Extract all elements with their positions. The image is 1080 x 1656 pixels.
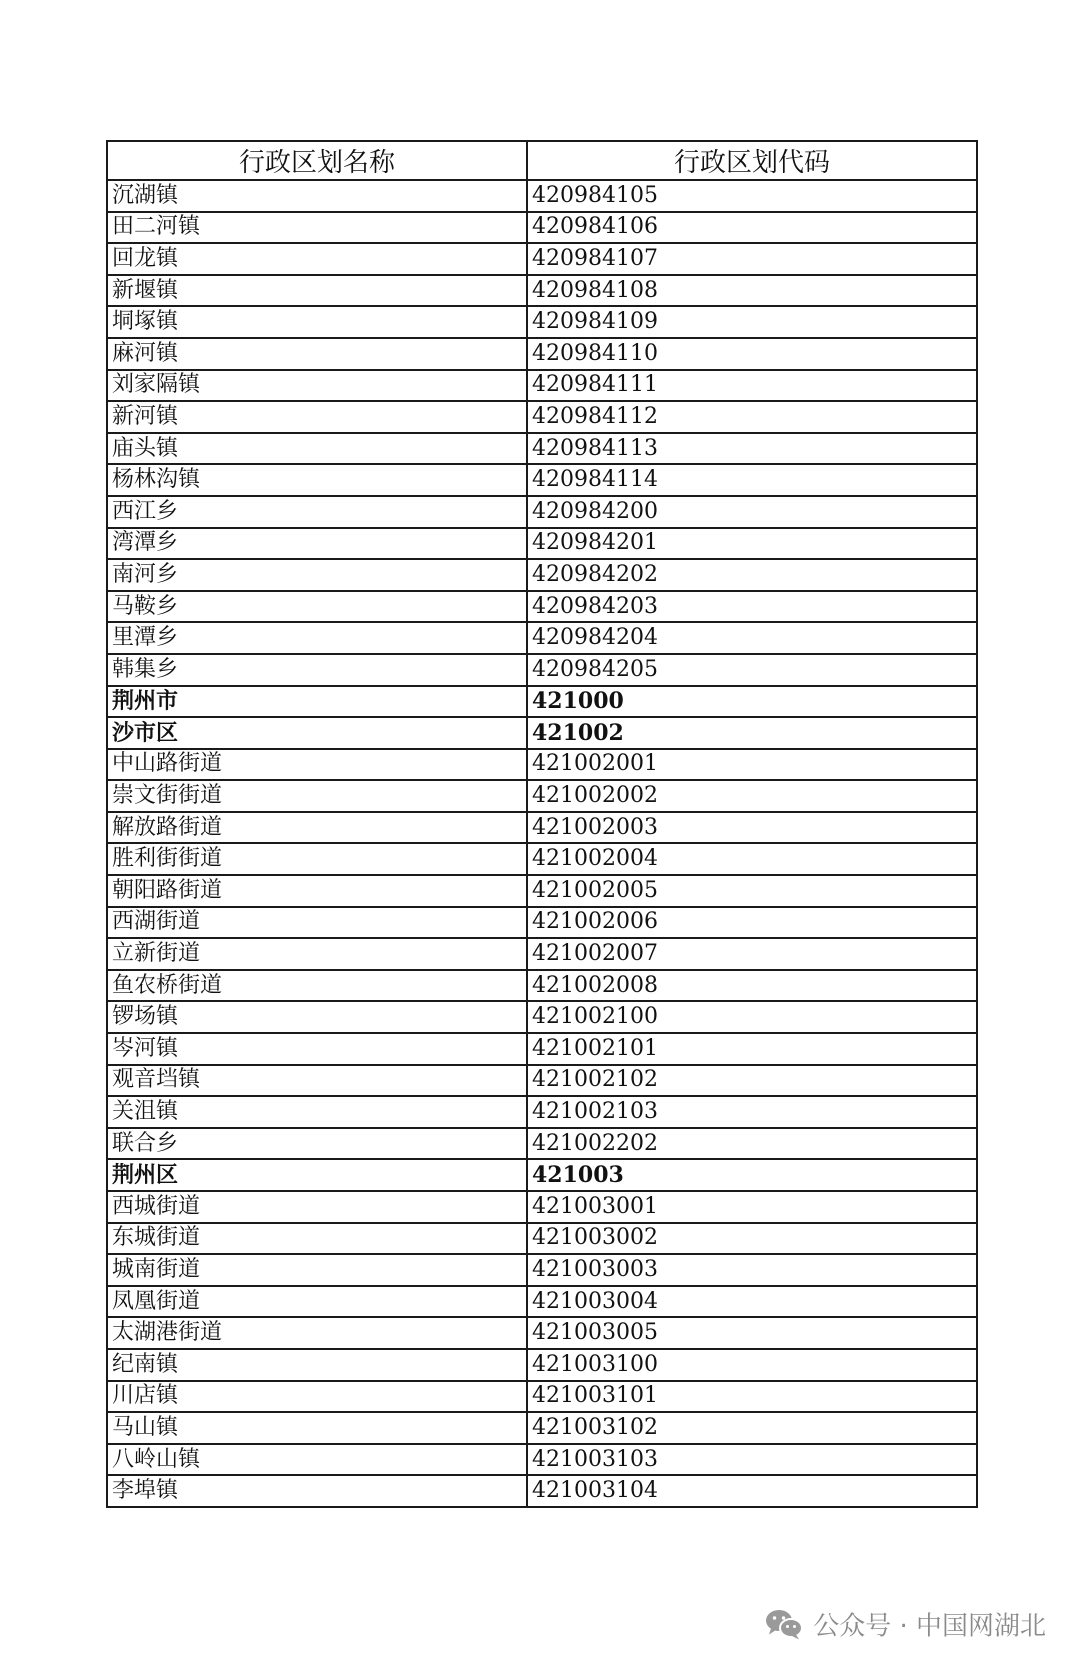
division-name-cell: 立新街道 xyxy=(107,938,527,970)
division-code-cell: 421003005 xyxy=(527,1317,977,1349)
division-code-cell: 421002004 xyxy=(527,843,977,875)
table-row xyxy=(107,1033,977,1065)
division-name-cell: 东城街道 xyxy=(107,1223,527,1255)
division-code-cell: 421000 xyxy=(527,686,977,718)
division-code-cell: 420984107 xyxy=(527,243,977,275)
division-name-cell: 里潭乡 xyxy=(107,622,527,654)
table-row xyxy=(107,1475,977,1507)
division-name-cell: 西城街道 xyxy=(107,1191,527,1223)
division-code-cell: 420984202 xyxy=(527,559,977,591)
division-name-cell: 中山路街道 xyxy=(107,749,527,781)
division-code-cell: 421003002 xyxy=(527,1223,977,1255)
table-row xyxy=(107,1128,977,1160)
division-code-cell: 420984200 xyxy=(527,496,977,528)
division-code-cell: 420984205 xyxy=(527,654,977,686)
division-code-cell: 421002101 xyxy=(527,1033,977,1065)
table-row xyxy=(107,622,977,654)
table-row xyxy=(107,907,977,939)
watermark-text: 公众号 · 中国网湖北 xyxy=(813,1611,1046,1642)
division-code-cell: 421002003 xyxy=(527,812,977,844)
division-code-cell: 420984203 xyxy=(527,591,977,623)
division-name-cell: 荆州区 xyxy=(107,1159,527,1191)
division-code-cell: 420984110 xyxy=(527,338,977,370)
division-name-cell: 太湖港街道 xyxy=(107,1317,527,1349)
division-name-cell: 杨林沟镇 xyxy=(107,464,527,496)
division-name-cell: 鱼农桥街道 xyxy=(107,970,527,1002)
table-row xyxy=(107,401,977,433)
division-code-cell: 420984106 xyxy=(527,212,977,244)
division-name-cell: 回龙镇 xyxy=(107,243,527,275)
division-code-cell: 420984109 xyxy=(527,306,977,338)
division-name-cell: 沉湖镇 xyxy=(107,180,527,212)
division-name-cell: 锣场镇 xyxy=(107,1001,527,1033)
division-code-cell: 421003101 xyxy=(527,1381,977,1413)
division-code-cell: 420984105 xyxy=(527,180,977,212)
division-code-cell: 421002100 xyxy=(527,1001,977,1033)
division-code-cell: 421003104 xyxy=(527,1475,977,1507)
division-code-cell: 421002006 xyxy=(527,907,977,939)
table-row xyxy=(107,528,977,560)
division-code-cell: 420984113 xyxy=(527,433,977,465)
table-row xyxy=(107,243,977,275)
table-row xyxy=(107,1191,977,1223)
division-name-cell: 湾潭乡 xyxy=(107,528,527,560)
division-name-cell: 西江乡 xyxy=(107,496,527,528)
division-name-cell: 垌塚镇 xyxy=(107,306,527,338)
division-code-cell: 421003103 xyxy=(527,1444,977,1476)
table-row xyxy=(107,717,977,749)
division-code-cell: 421002008 xyxy=(527,970,977,1002)
division-name-cell: 马鞍乡 xyxy=(107,591,527,623)
division-code-cell: 420984204 xyxy=(527,622,977,654)
table-row xyxy=(107,464,977,496)
table-row xyxy=(107,654,977,686)
division-name-cell: 新堰镇 xyxy=(107,275,527,307)
division-name-cell: 刘家隔镇 xyxy=(107,370,527,402)
table-row xyxy=(107,1412,977,1444)
division-name-cell: 新河镇 xyxy=(107,401,527,433)
table-row xyxy=(107,433,977,465)
table-row xyxy=(107,1286,977,1318)
division-code-cell: 421003102 xyxy=(527,1412,977,1444)
table-row xyxy=(107,1065,977,1097)
table-row xyxy=(107,1444,977,1476)
table-row xyxy=(107,812,977,844)
table-row xyxy=(107,780,977,812)
table-header-row xyxy=(107,141,977,180)
division-code-cell: 421002007 xyxy=(527,938,977,970)
table-row xyxy=(107,749,977,781)
table-row xyxy=(107,875,977,907)
division-name-cell: 八岭山镇 xyxy=(107,1444,527,1476)
division-name-cell: 川店镇 xyxy=(107,1381,527,1413)
division-code-cell: 421002102 xyxy=(527,1065,977,1097)
division-name-cell: 凤凰街道 xyxy=(107,1286,527,1318)
division-code-cell: 420984111 xyxy=(527,370,977,402)
table-row xyxy=(107,370,977,402)
division-code-cell: 420984201 xyxy=(527,528,977,560)
header-division-name: 行政区划名称 xyxy=(107,141,527,180)
division-name-cell: 西湖街道 xyxy=(107,907,527,939)
table-body xyxy=(107,180,977,1507)
division-name-cell: 李埠镇 xyxy=(107,1475,527,1507)
division-code-cell: 420984108 xyxy=(527,275,977,307)
division-code-cell: 420984114 xyxy=(527,464,977,496)
division-name-cell: 朝阳路街道 xyxy=(107,875,527,907)
table-row xyxy=(107,1254,977,1286)
division-name-cell: 城南街道 xyxy=(107,1254,527,1286)
table-row xyxy=(107,1317,977,1349)
division-code-cell: 421002001 xyxy=(527,749,977,781)
table-row xyxy=(107,496,977,528)
division-name-cell: 岑河镇 xyxy=(107,1033,527,1065)
division-name-cell: 联合乡 xyxy=(107,1128,527,1160)
division-name-cell: 荆州市 xyxy=(107,686,527,718)
table-row xyxy=(107,591,977,623)
table-row xyxy=(107,1096,977,1128)
table-row xyxy=(107,938,977,970)
table-row xyxy=(107,1159,977,1191)
division-name-cell: 马山镇 xyxy=(107,1412,527,1444)
table-row xyxy=(107,180,977,212)
table-row xyxy=(107,212,977,244)
table-row xyxy=(107,275,977,307)
division-code-cell: 421003001 xyxy=(527,1191,977,1223)
table-row xyxy=(107,843,977,875)
division-name-cell: 崇文街街道 xyxy=(107,780,527,812)
division-code-cell: 421002002 xyxy=(527,780,977,812)
division-name-cell: 麻河镇 xyxy=(107,338,527,370)
division-name-cell: 观音垱镇 xyxy=(107,1065,527,1097)
table-row xyxy=(107,306,977,338)
division-code-cell: 421002103 xyxy=(527,1096,977,1128)
division-code-cell: 421002202 xyxy=(527,1128,977,1160)
division-name-cell: 解放路街道 xyxy=(107,812,527,844)
division-name-cell: 韩集乡 xyxy=(107,654,527,686)
table-row xyxy=(107,1001,977,1033)
division-name-cell: 南河乡 xyxy=(107,559,527,591)
division-name-cell: 庙头镇 xyxy=(107,433,527,465)
table-row xyxy=(107,970,977,1002)
division-code-cell: 421003100 xyxy=(527,1349,977,1381)
table-row xyxy=(107,1381,977,1413)
division-code-cell: 421002005 xyxy=(527,875,977,907)
division-name-cell: 纪南镇 xyxy=(107,1349,527,1381)
header-division-code: 行政区划代码 xyxy=(527,141,977,180)
division-code-cell: 421003 xyxy=(527,1159,977,1191)
table-row xyxy=(107,686,977,718)
division-name-cell: 沙市区 xyxy=(107,717,527,749)
division-code-cell: 421003003 xyxy=(527,1254,977,1286)
division-name-cell: 田二河镇 xyxy=(107,212,527,244)
division-name-cell: 胜利街街道 xyxy=(107,843,527,875)
table-row xyxy=(107,559,977,591)
table-row xyxy=(107,1349,977,1381)
wechat-icon xyxy=(765,1608,803,1640)
division-code-cell: 421002 xyxy=(527,717,977,749)
division-code-table xyxy=(106,140,978,1508)
table-row xyxy=(107,338,977,370)
division-code-cell: 420984112 xyxy=(527,401,977,433)
division-name-cell: 关沮镇 xyxy=(107,1096,527,1128)
division-code-cell: 421003004 xyxy=(527,1286,977,1318)
watermark xyxy=(765,1606,1046,1643)
table-row xyxy=(107,1223,977,1255)
